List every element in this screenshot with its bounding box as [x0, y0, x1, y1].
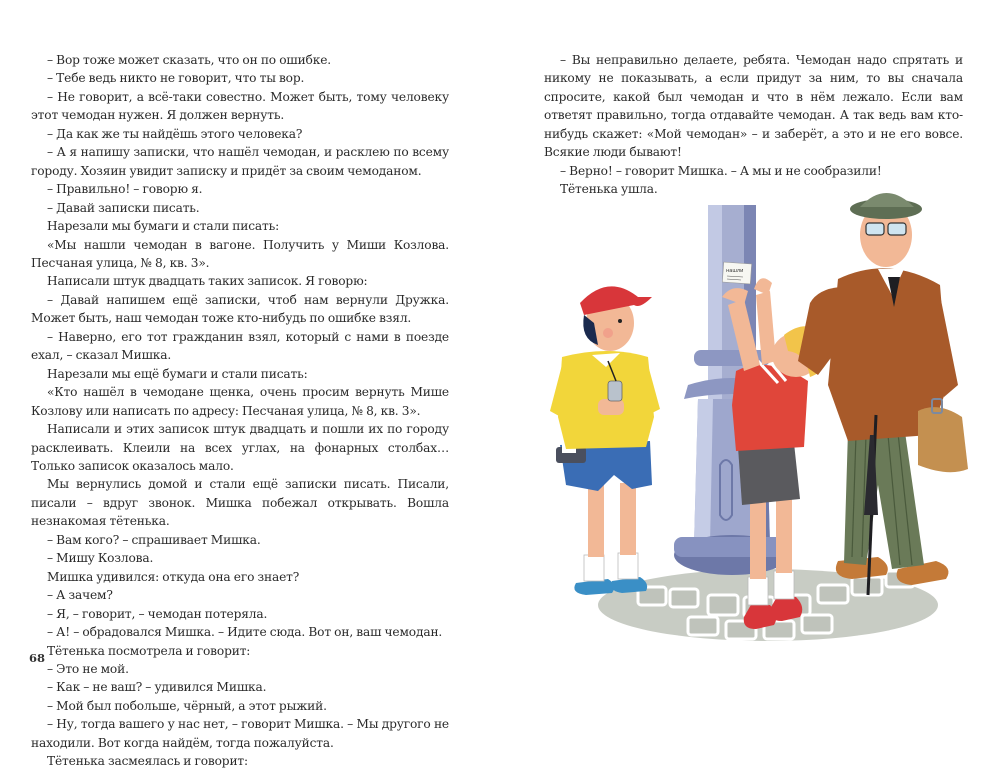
- paragraph: – Не говорит, а всё-таки совестно. Может быть, тому человеку этот чемодан нужен. Я должен вернуть.: [31, 89, 449, 123]
- page-number: 68: [29, 651, 46, 665]
- paragraph: – Мой был побольше, чёрный, а этот рыжий.: [47, 698, 327, 713]
- paragraph: – Тебе ведь никто не говорит, что ты вор.: [47, 71, 305, 86]
- paragraph: – А я напишу записки, что нашёл чемодан, и расклею по всему городу. Хозяин увидит записку и придёт за своим чемоданом.: [31, 145, 449, 178]
- paragraph: – Давай записки писать.: [47, 200, 200, 215]
- paragraph: Мишка удивился: откуда она его знает?: [47, 569, 300, 584]
- paragraph: Нарезали мы бумаги и стали писать:: [47, 219, 280, 234]
- paragraph: – А! – обрадовался Мишка. – Идите сюда. Вот он, ваш чемодан.: [47, 625, 443, 640]
- right-page-text: [544, 51, 963, 199]
- paragraph: Нарезали мы ещё бумаги и стали писать:: [47, 366, 308, 381]
- paragraph: – Верно! – говорит Мишка. – А мы и не сообразили!: [560, 163, 882, 178]
- paragraph: «Мы нашли чемодан в вагоне. Получить у Миши Козлова. Песчаная улица, № 8, кв. 3».: [31, 237, 449, 270]
- svg-text:нашли: нашли: [726, 268, 744, 274]
- paragraph: Написали штук двадцать таких записок. Я говорю:: [47, 274, 368, 289]
- paragraph: – Наверно, его тот гражданин взял, который с нами в поезде ехал, – сказал Мишка.: [31, 329, 449, 363]
- left-page-text: [31, 51, 449, 771]
- note-on-lamppost: [722, 262, 751, 284]
- paragraph: – Вор тоже может сказать, что он по ошибке.: [47, 53, 331, 67]
- paragraph: Мы вернулись домой и стали ещё записки писать. Писали, писали – вдруг звонок. Мишка побежал открывать. Вошла незнакомая тётенька.: [31, 477, 449, 529]
- paragraph: Написали и этих записок штук двадцать и пошли их по городу расклеивать. Клеили на всех углах, на фонарных столбах… Только записок оказалось мало.: [31, 422, 449, 473]
- paragraph: – Это не мой.: [47, 661, 129, 676]
- paragraph: – Мишу Козлова.: [47, 551, 154, 566]
- paragraph: – Как – не ваш? – удивился Мишка.: [47, 680, 267, 695]
- story-illustration: [548, 185, 988, 645]
- paragraph: – Правильно! – говорю я.: [47, 182, 203, 197]
- man-with-hat-and-briefcase: [798, 193, 968, 595]
- paragraph: – А зачем?: [47, 588, 113, 603]
- paragraph: Тётенька ушла.: [560, 182, 658, 197]
- paragraph: – Вы неправильно делаете, ребята. Чемодан надо спрятать и никому не показывать, а если придут за ним, то вы сначала спросите, какой был чемодан и что в нём лежало. Если вам ответят правильно, тогда отдавайте чемодан. А так ведь вам кто-нибудь скажет: «Мой чемодан» – и заберёт, а это и не его вовсе. Всякие люди бывают!: [544, 53, 963, 160]
- paragraph: – Я, – говорит, – чемодан потеряла.: [47, 606, 268, 621]
- paragraph: – Вам кого? – спрашивает Мишка.: [47, 532, 261, 547]
- paragraph: Тётенька посмотрела и говорит:: [47, 643, 251, 658]
- paragraph: – Да как же ты найдёшь этого человека?: [47, 126, 303, 141]
- boy-in-red-cap: [550, 286, 660, 595]
- paragraph: «Кто нашёл в чемодане щенка, очень просим вернуть Мише Козлову или написать по адресу: Песчаная улица, № 8, кв. 3».: [31, 385, 449, 418]
- paragraph: Тётенька засмеялась и говорит:: [47, 754, 248, 769]
- paragraph: – Давай напишем ещё записки, чтоб нам вернули Дружка. Может быть, наш чемодан тоже кто-нибудь по ошибке взял.: [31, 292, 449, 326]
- paragraph: – Ну, тогда вашего у нас нет, – говорит Мишка. – Мы другого не находили. Вот когда найдём, тогда пожалуйста.: [31, 717, 449, 750]
